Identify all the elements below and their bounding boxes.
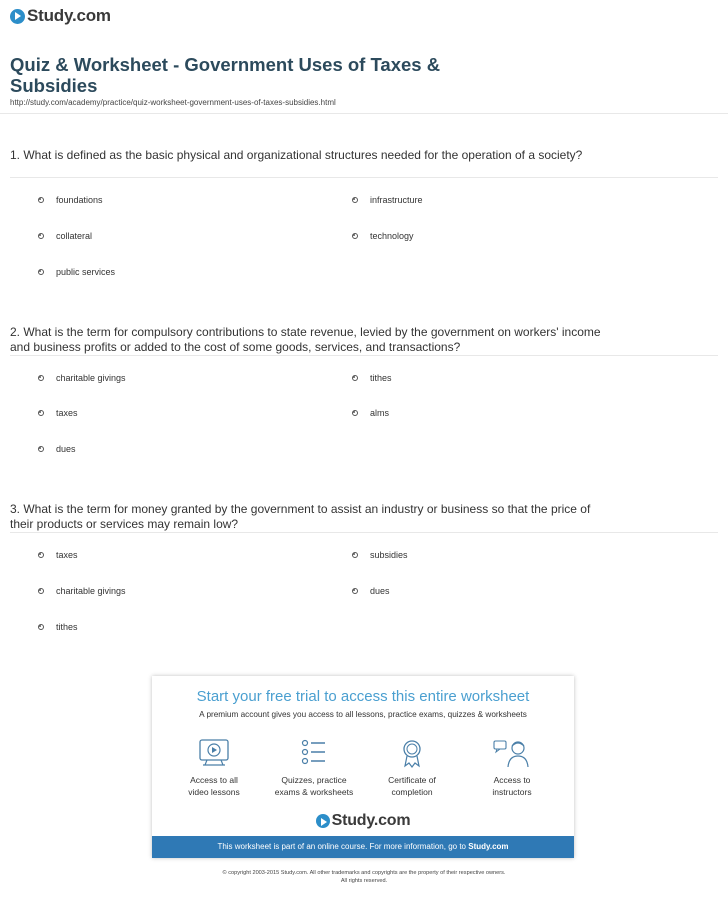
feature-quizzes — [266, 738, 362, 798]
feature-label-line-2: instructors — [492, 787, 532, 797]
radio-icon[interactable] — [38, 233, 44, 239]
radio-icon[interactable] — [38, 552, 44, 558]
radio-icon[interactable] — [38, 269, 44, 275]
quiz-list-icon — [297, 738, 331, 768]
feature-label-line-1: Access to — [493, 775, 531, 785]
feature-label-line-1: Access to all — [190, 775, 238, 785]
radio-icon[interactable] — [38, 197, 44, 203]
feature-label-line-2: completion — [391, 787, 433, 797]
page-title: Quiz & Worksheet - Government Uses of Taxes & Subsidies — [10, 54, 441, 96]
radio-icon[interactable] — [38, 375, 44, 381]
video-icon — [197, 738, 231, 768]
question-1-text: 1. What is defined as the basic physical and organizational structures needed for the operation of a society? — [10, 148, 583, 162]
copyright-footer — [150, 869, 578, 885]
option-label: alms — [370, 408, 390, 418]
option-label: technology — [370, 231, 414, 241]
option-label: taxes — [56, 550, 78, 560]
radio-icon[interactable] — [38, 446, 44, 452]
question-3-option-c[interactable] — [38, 586, 126, 596]
option-label: tithes — [370, 373, 392, 383]
question-2-option-a[interactable] — [38, 373, 126, 383]
question-3-divider — [10, 532, 718, 533]
feature-video-lessons — [166, 738, 262, 798]
promo-logo-text: Study.com — [331, 812, 411, 829]
option-label: charitable givings — [56, 586, 126, 596]
question-3-option-b[interactable] — [352, 550, 408, 560]
promo-headline: Start your free trial to access this entire worksheet — [196, 688, 530, 705]
option-label: tithes — [56, 622, 78, 632]
radio-icon[interactable] — [352, 197, 358, 203]
option-label: dues — [370, 586, 390, 596]
page-url[interactable]: http://study.com/academy/practice/quiz-worksheet-government-uses-of-taxes-subsidies.html — [10, 98, 336, 107]
question-2-option-c[interactable] — [38, 408, 78, 418]
option-label: taxes — [56, 408, 78, 418]
promo-bar-link[interactable]: Study.com — [468, 842, 509, 851]
question-3-option-a[interactable] — [38, 550, 78, 560]
promo-info-bar — [152, 836, 574, 858]
promo-logo[interactable] — [152, 812, 574, 830]
premium-promo-box — [152, 676, 574, 858]
radio-icon[interactable] — [352, 552, 358, 558]
question-1-option-e[interactable] — [38, 267, 115, 277]
question-1-option-c[interactable] — [38, 231, 92, 241]
radio-icon[interactable] — [38, 410, 44, 416]
certificate-icon — [395, 738, 429, 768]
feature-label-line-1: Quizzes, practice — [281, 775, 347, 785]
logo-text: Study.com — [27, 6, 111, 25]
question-3-option-d[interactable] — [352, 586, 390, 596]
question-2-option-e[interactable] — [38, 444, 76, 454]
footer-line-1: © copyright 2003-2015 Study.com. All other trademarks and copyrights are the property of their respective owners. — [222, 870, 506, 876]
feature-certificate — [364, 738, 460, 798]
option-label: dues — [56, 444, 76, 454]
feature-label-line-2: exams & worksheets — [274, 787, 354, 797]
feature-label-line-1: Certificate of — [388, 775, 436, 785]
radio-icon[interactable] — [352, 375, 358, 381]
question-3-text: 3. What is the term for money granted by the government to assist an industry or business so that the price of their products or services may remain low? — [10, 502, 591, 531]
radio-icon[interactable] — [38, 588, 44, 594]
option-label: infrastructure — [370, 195, 423, 205]
option-label: charitable givings — [56, 373, 126, 383]
promo-subline: A premium account gives you access to all lessons, practice exams, quizzes & worksheets — [199, 710, 527, 719]
header-divider — [0, 113, 728, 114]
question-1-divider — [10, 177, 718, 178]
option-label: collateral — [56, 231, 93, 241]
play-logo-icon — [316, 814, 330, 828]
question-1-option-d[interactable] — [352, 231, 414, 241]
question-1-option-a[interactable] — [38, 195, 103, 205]
footer-line-2: All rights reserved. — [340, 878, 388, 884]
question-2-option-d[interactable] — [352, 408, 389, 418]
question-2-divider — [10, 355, 718, 356]
option-label: foundations — [56, 195, 103, 205]
radio-icon[interactable] — [352, 588, 358, 594]
question-1-option-b[interactable] — [352, 195, 423, 205]
feature-instructors — [464, 738, 560, 798]
question-2-text: 2. What is the term for compulsory contributions to state revenue, levied by the government on workers' income and business profits or added to the cost of some goods, services, and transactions? — [10, 325, 601, 354]
instructor-icon — [492, 738, 532, 768]
feature-label-line-2: video lessons — [188, 787, 240, 797]
radio-icon[interactable] — [38, 624, 44, 630]
radio-icon[interactable] — [352, 233, 358, 239]
play-logo-icon — [10, 9, 25, 24]
option-label: public services — [56, 267, 116, 277]
radio-icon[interactable] — [352, 410, 358, 416]
promo-bar-text: This worksheet is part of an online course. For more information, go to — [217, 842, 466, 851]
study-logo[interactable] — [10, 6, 111, 26]
option-label: subsidies — [370, 550, 408, 560]
question-3-option-e[interactable] — [38, 622, 78, 632]
question-2-option-b[interactable] — [352, 373, 392, 383]
